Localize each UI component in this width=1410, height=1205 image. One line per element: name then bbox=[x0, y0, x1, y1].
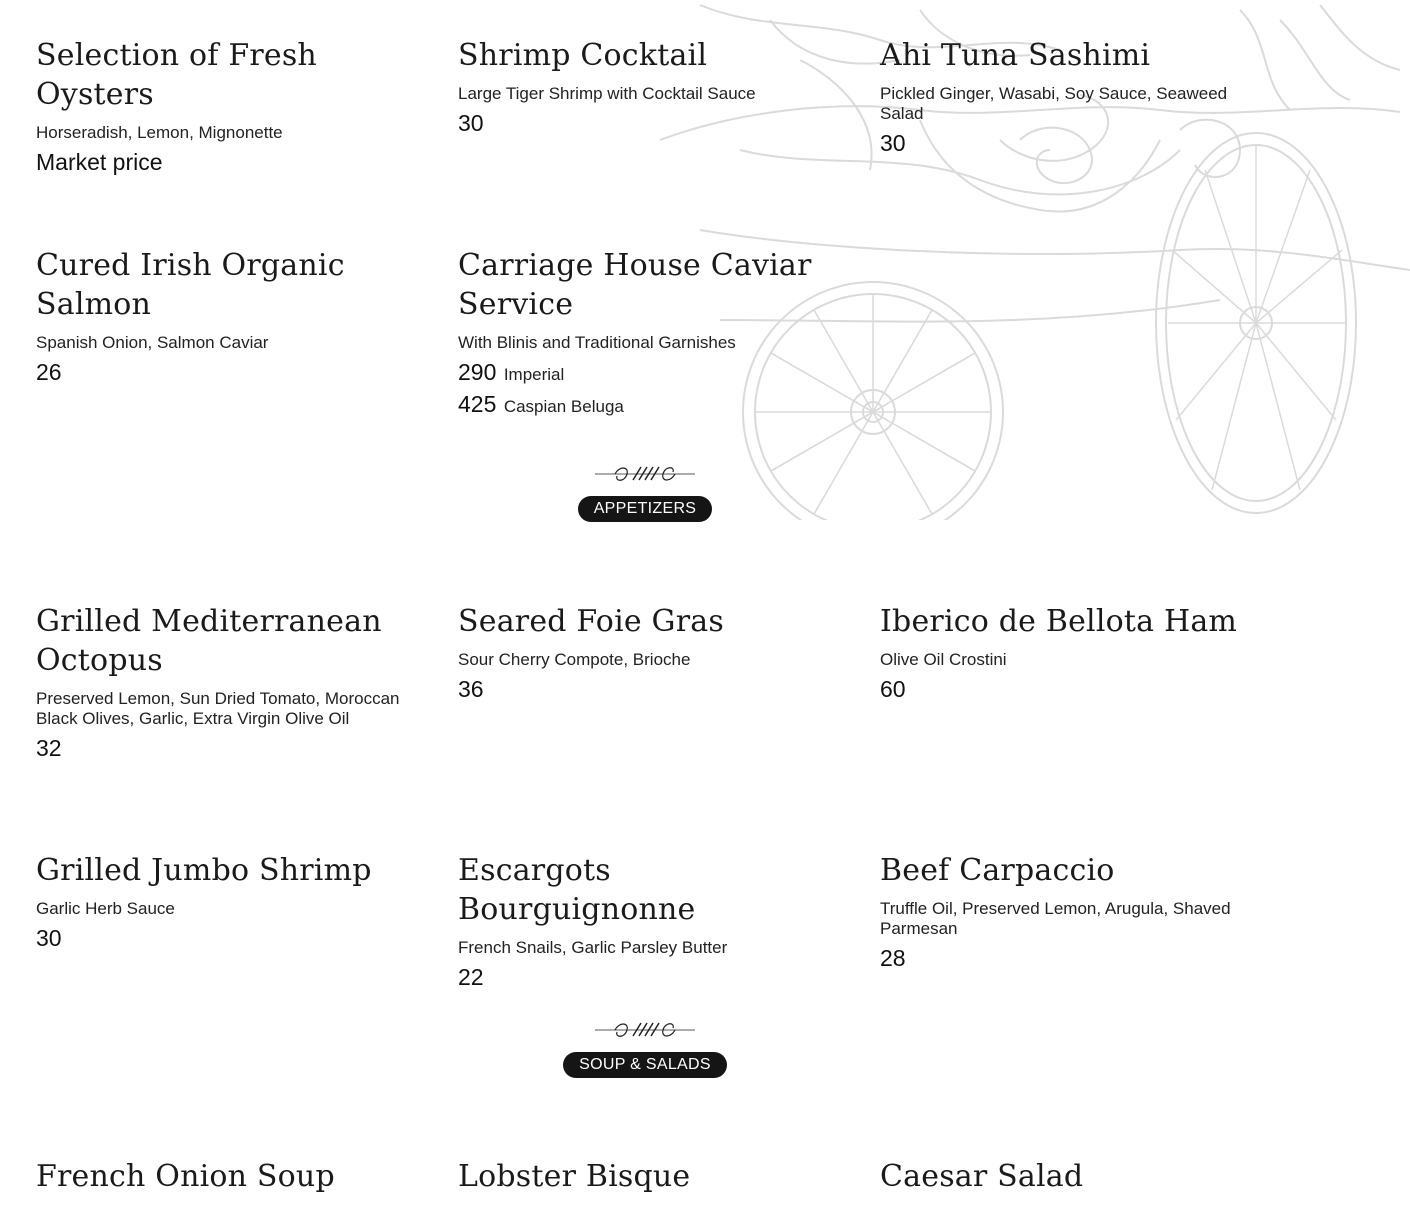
item-description: Pickled Ginger, Wasabi, Soy Sauce, Seaweed Salad bbox=[880, 84, 1228, 123]
section-header-soup-salads bbox=[0, 1018, 1290, 1078]
item-price: 28 bbox=[880, 945, 906, 971]
menu-item bbox=[36, 602, 416, 763]
menu-item bbox=[458, 36, 838, 138]
item-name: French Onion Soup bbox=[36, 1159, 335, 1194]
menu-item bbox=[458, 246, 838, 422]
menu-item bbox=[880, 602, 1260, 704]
item-description: Horseradish, Lemon, Mignonette bbox=[36, 123, 283, 142]
menu-item bbox=[458, 1157, 838, 1205]
price-option bbox=[458, 358, 838, 390]
section-badge: APPETIZERS bbox=[578, 496, 713, 522]
item-price: 60 bbox=[880, 676, 906, 702]
item-name: Iberico de Bellota Ham bbox=[880, 604, 1238, 639]
item-name: Grilled Mediterranean Octopus bbox=[36, 604, 382, 678]
price-label: Caspian Beluga bbox=[503, 397, 624, 416]
item-description: Garlic Herb Sauce bbox=[36, 899, 175, 918]
menu-item bbox=[880, 36, 1260, 158]
item-price: 30 bbox=[880, 130, 906, 156]
item-price: 32 bbox=[36, 735, 62, 761]
item-name: Escargots Bourguignonne bbox=[458, 853, 696, 927]
price-option bbox=[458, 390, 838, 422]
item-description: Large Tiger Shrimp with Cocktail Sauce bbox=[458, 84, 756, 103]
menu-item bbox=[880, 851, 1260, 973]
section-badge: SOUP & SALADS bbox=[563, 1052, 727, 1078]
item-name: Seared Foie Gras bbox=[458, 604, 724, 639]
item-name: Selection of Fresh Oysters bbox=[36, 38, 317, 112]
flourish-divider-icon bbox=[593, 462, 697, 486]
price-label: Imperial bbox=[503, 365, 565, 384]
item-price: 30 bbox=[36, 925, 62, 951]
item-name: Carriage House Caviar Service bbox=[458, 248, 812, 322]
item-price: 290 bbox=[458, 359, 497, 385]
item-description: French Snails, Garlic Parsley Butter bbox=[458, 938, 728, 957]
section-header-appetizers bbox=[0, 462, 1290, 522]
menu-item bbox=[36, 851, 416, 953]
menu-item bbox=[36, 1157, 416, 1205]
item-price: 22 bbox=[458, 964, 484, 990]
menu-item bbox=[458, 851, 838, 992]
item-description: Sour Cherry Compote, Brioche bbox=[458, 650, 691, 669]
item-name: Shrimp Cocktail bbox=[458, 38, 708, 73]
item-price: Market price bbox=[36, 149, 163, 175]
menu-item bbox=[880, 1157, 1260, 1205]
item-name: Cured Irish Organic Salmon bbox=[36, 248, 345, 322]
item-description: Truffle Oil, Preserved Lemon, Arugula, Shaved Parmesan bbox=[880, 899, 1231, 938]
item-name: Caesar Salad bbox=[880, 1159, 1084, 1194]
flourish-divider-icon bbox=[593, 1018, 697, 1042]
item-price: 30 bbox=[458, 110, 484, 136]
item-price: 36 bbox=[458, 676, 484, 702]
item-description: Preserved Lemon, Sun Dried Tomato, Moroccan Black Olives, Garlic, Extra Virgin Olive Oil bbox=[36, 689, 400, 728]
menu-item bbox=[36, 246, 416, 387]
item-name: Grilled Jumbo Shrimp bbox=[36, 853, 372, 888]
item-name: Lobster Bisque bbox=[458, 1159, 691, 1194]
menu-item bbox=[458, 602, 838, 704]
item-description: Spanish Onion, Salmon Caviar bbox=[36, 333, 269, 352]
item-price: 425 bbox=[458, 391, 497, 417]
item-description: With Blinis and Traditional Garnishes bbox=[458, 333, 736, 352]
menu-item bbox=[36, 36, 416, 177]
item-price: 26 bbox=[36, 359, 62, 385]
item-name: Ahi Tuna Sashimi bbox=[880, 38, 1151, 73]
item-name: Beef Carpaccio bbox=[880, 853, 1115, 888]
item-description: Olive Oil Crostini bbox=[880, 650, 1007, 669]
